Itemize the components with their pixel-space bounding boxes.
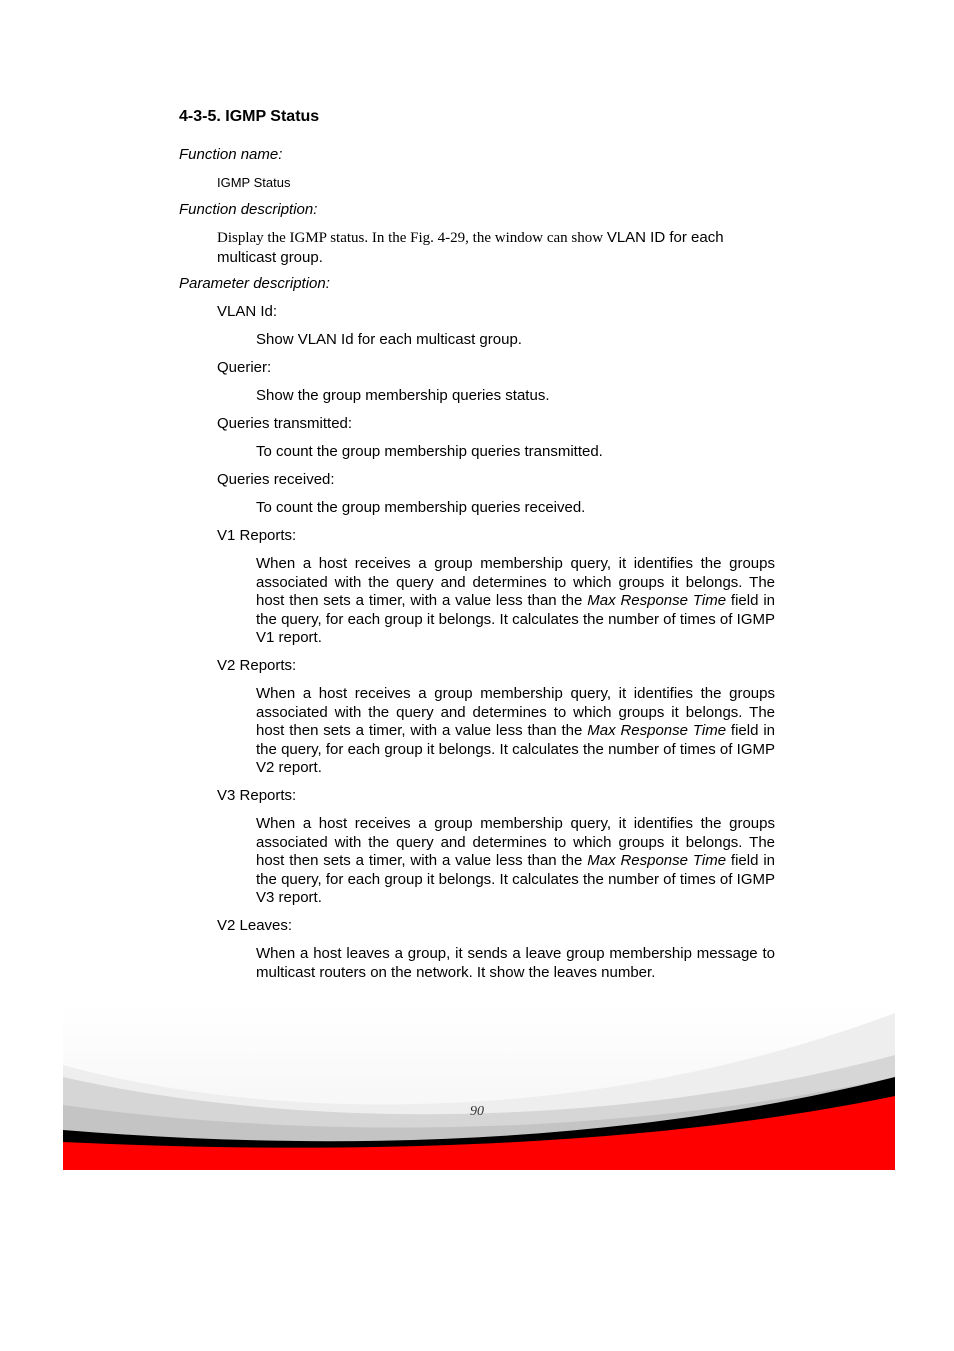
function-description-serif: Display the IGMP status. In the Fig. 4-29, the window can show	[217, 230, 607, 246]
param-desc-v2-leaves: When a host leaves a group, it sends a leave group membership message to multicast routers on the network. It show the leaves number.	[256, 945, 775, 981]
desc-text: field in the query, for each group it belongs. It calculates the number of times of IGMP V2 report.	[256, 722, 775, 776]
param-name-v2-leaves: V2 Leaves:	[217, 917, 293, 934]
param-desc-queries-transmitted: To count the group membership queries transmitted.	[256, 443, 603, 460]
function-description-label: Function description:	[179, 201, 318, 218]
section-heading: 4-3-5. IGMP Status	[179, 108, 320, 125]
param-desc-vlan-id: Show VLAN Id for each multicast group.	[256, 331, 522, 348]
function-name-label: Function name:	[179, 146, 283, 163]
desc-emphasis: Max Response Time	[587, 722, 727, 739]
param-name-queries-received: Queries received:	[217, 471, 335, 488]
desc-text: field in the query, for each group it belongs. It calculates the number of times of IGMP V1 report.	[256, 592, 775, 646]
param-desc-queries-received: To count the group membership queries received.	[256, 499, 586, 516]
footer-swoosh-graphic	[63, 1005, 895, 1170]
desc-text: field in the query, for each group it belongs. It calculates the number of times of IGMP V3 report.	[256, 852, 775, 906]
desc-emphasis: Max Response Time	[587, 592, 727, 609]
param-desc-v2-reports	[256, 685, 775, 778]
param-desc-querier: Show the group membership queries status.	[256, 387, 550, 404]
param-name-querier: Querier:	[217, 359, 272, 376]
param-desc-v1-reports	[256, 555, 775, 648]
function-description-text	[217, 228, 777, 267]
param-name-v3-reports: V3 Reports:	[217, 787, 297, 804]
desc-emphasis: Max Response Time	[587, 852, 727, 869]
function-description-sans: VLAN ID for each multicast group.	[217, 229, 724, 266]
parameter-description-label: Parameter description:	[179, 275, 330, 292]
param-name-v1-reports: V1 Reports:	[217, 527, 297, 544]
param-name-vlan-id: VLAN Id:	[217, 303, 278, 320]
function-name-value: IGMP Status	[217, 175, 291, 190]
desc-text: When a host receives a group membership query, it identifies the groups associated with the query and determines to which groups it belongs. The host then sets a timer, with a value less than the	[256, 685, 775, 739]
desc-text: When a host receives a group membership query, it identifies the groups associated with the query and determines to which groups it belongs. The host then sets a timer, with a value less than the	[256, 815, 775, 869]
page-number: 90	[470, 1104, 484, 1119]
desc-text: When a host receives a group membership query, it identifies the groups associated with the query and determines to which groups it belongs. The host then sets a timer, with a value less than the	[256, 555, 775, 609]
param-name-queries-transmitted: Queries transmitted:	[217, 415, 353, 432]
param-desc-v3-reports	[256, 815, 775, 908]
param-name-v2-reports: V2 Reports:	[217, 657, 297, 674]
